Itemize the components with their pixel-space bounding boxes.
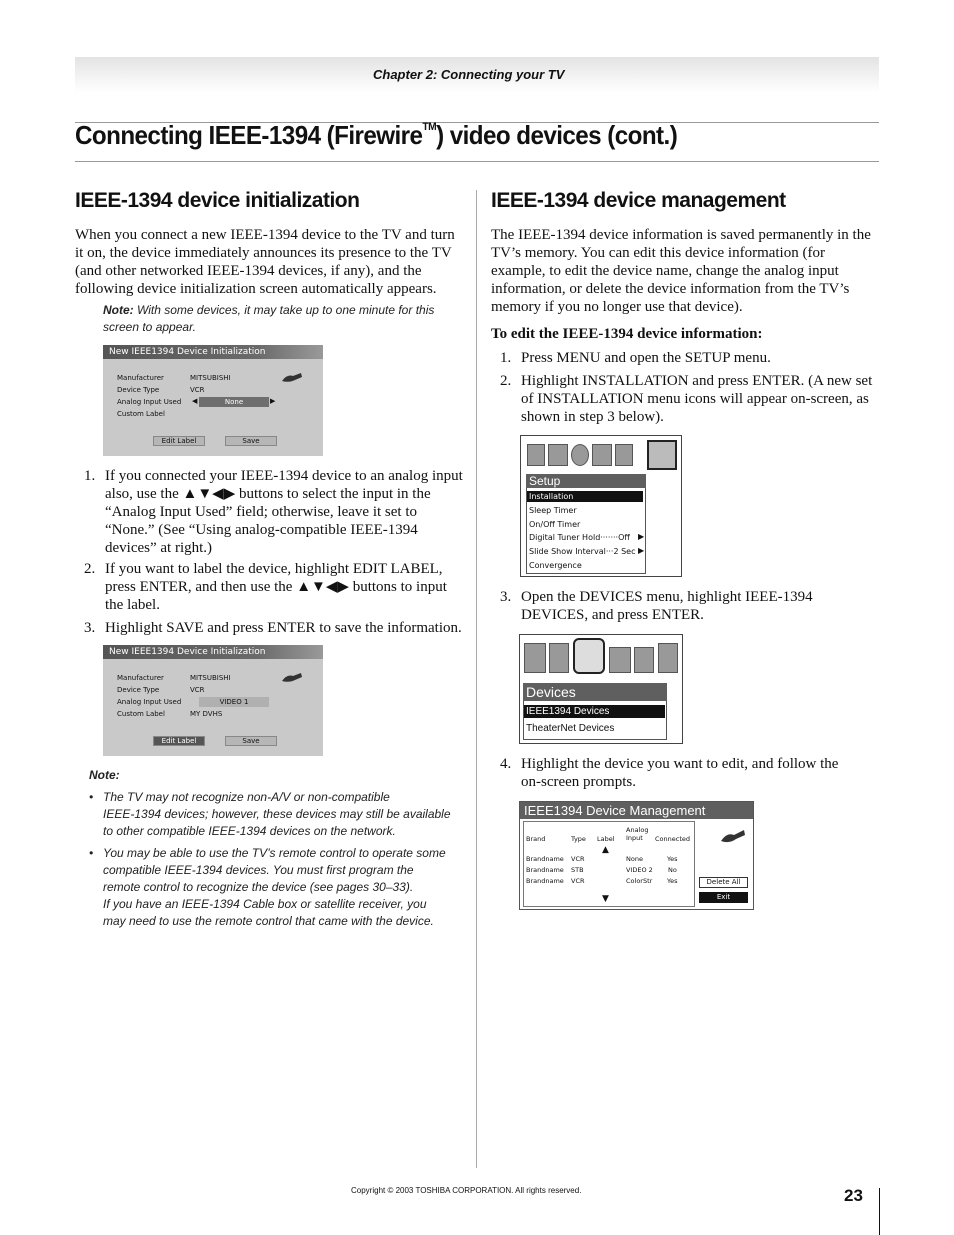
menu-item-convergence[interactable]: Convergence (529, 561, 582, 570)
antenna-icon (609, 647, 631, 673)
menu-item-slide-show-interval[interactable]: Slide Show Interval···2 Sec (529, 547, 636, 556)
field-label: Custom Label (117, 410, 165, 418)
note-wait: Note: With some devices, it may take up to one minute for this screen to appear. (103, 303, 435, 334)
disc-icon (571, 444, 589, 466)
note-heading: Note: (89, 768, 120, 782)
field-value: VCR (190, 686, 205, 694)
cablebox-icon (524, 643, 546, 673)
column-header-brand: Brand (526, 835, 546, 843)
field-value: MITSUBISHI (190, 674, 231, 682)
table-cell: No (668, 866, 677, 874)
init-screen-2 (103, 645, 323, 756)
table-row[interactable]: Brandname (526, 855, 564, 863)
screen-title: New IEEE1394 Device Initialization (103, 345, 323, 359)
column-header-label: Label (597, 835, 615, 843)
init-screen-1 (103, 345, 323, 456)
note-bullet-1: • The TV may not recognize non-A/V or non-compatible IEEE-1394 devices; however, these devices may still be available to other compatible IEEE-1394 devices on the network. (89, 790, 451, 838)
section-heading-management: IEEE-1394 device management (491, 189, 786, 212)
scroll-up-icon[interactable]: ▲ (602, 845, 609, 855)
custom-label-value: MY DVHS (190, 710, 223, 718)
setup-tab-icon[interactable] (647, 440, 677, 470)
management-title: IEEE1394 Device Management (520, 802, 753, 819)
field-value: VCR (190, 386, 205, 394)
right-arrow-icon[interactable]: ▶ (638, 546, 645, 555)
field-label: Manufacturer (117, 374, 164, 382)
column-header-input: Input (626, 834, 643, 842)
column-header-type: Type (571, 835, 586, 843)
table-row[interactable]: Brandname (526, 866, 564, 874)
page-title: Connecting IEEE-1394 (Firewire™) video devices (cont.) (75, 120, 678, 150)
field-label: Custom Label (117, 710, 165, 718)
menu-item-ieee1394-devices[interactable]: IEEE1394 Devices (524, 705, 665, 718)
delete-all-button[interactable]: Delete All (699, 877, 748, 888)
lock-icon (615, 444, 633, 466)
table-cell: VCR (571, 855, 585, 863)
menu-item-sleep-timer[interactable]: Sleep Timer (529, 506, 577, 515)
save-button[interactable]: Save (225, 736, 277, 746)
table-cell: ColorStr (626, 877, 653, 885)
left-arrow-icon[interactable]: ◀ (192, 397, 198, 405)
table-cell: VCR (571, 877, 585, 885)
field-label: Analog Input Used (117, 398, 182, 406)
copyright: Copyright © 2003 TOSHIBA CORPORATION. All rights reserved. (351, 1186, 582, 1195)
edit-label-button[interactable]: Edit Label (153, 736, 205, 746)
trademark: TM (422, 121, 437, 133)
devices-menu-screen (519, 634, 683, 744)
title-bottom-rule (75, 161, 879, 162)
field-label: Manufacturer (117, 674, 164, 682)
table-cell: STB (571, 866, 584, 874)
screen-title: New IEEE1394 Device Initialization (103, 645, 323, 659)
field-label: Device Type (117, 686, 160, 694)
device-list-panel (523, 821, 695, 907)
chapter-header (75, 57, 879, 93)
chapter-label: Chapter 2: Connecting your TV (373, 67, 565, 82)
menu-item-onoff-timer[interactable]: On/Off Timer (529, 520, 581, 529)
menu-item-installation[interactable]: Installation (527, 491, 643, 502)
column-divider (476, 190, 477, 1168)
procedure-subheading: To edit the IEEE-1394 device information: (491, 326, 763, 342)
section-heading-initialization: IEEE-1394 device initialization (75, 189, 360, 212)
menu-item-digital-tuner-hold[interactable]: Digital Tuner Hold·······Off (529, 533, 630, 542)
setup-title: Setup (526, 474, 646, 488)
settings-icon (549, 643, 569, 673)
table-row[interactable]: Brandname (526, 877, 564, 885)
table-cell: Yes (667, 855, 678, 863)
menu-item-theaternet-devices[interactable]: TheaterNet Devices (526, 723, 615, 734)
footer-rule (879, 1188, 880, 1235)
setup-menu-screen (520, 435, 682, 577)
column-header-analog: Analog (626, 826, 649, 834)
devices-title: Devices (523, 683, 667, 701)
right-arrow-icon[interactable]: ▶ (638, 532, 645, 541)
ieee1394-tab-icon[interactable] (573, 638, 605, 674)
firewire-plug-icon (281, 370, 303, 384)
audio-icon (548, 444, 568, 466)
analog-input-select[interactable]: None (199, 397, 269, 407)
right-arrow-icon[interactable]: ▶ (270, 397, 276, 405)
save-button[interactable]: Save (225, 436, 277, 446)
table-cell: None (626, 855, 643, 863)
table-cell: Yes (667, 877, 678, 885)
firewire-plug-icon (720, 827, 746, 845)
note-bullet-2: • You may be able to use the TV’s remote control to operate some compatible IEEE-1394 devices. You must first program the remote control to recognize the device (see pages 30–33). If you have an IEEE-1394 Cable box or satellite receiver, you may need to use the remote control that came with the device. (89, 846, 446, 928)
field-label: Device Type (117, 386, 160, 394)
firewire-plug-icon (281, 670, 303, 684)
field-label: Analog Input Used (117, 698, 182, 706)
devices-icon (658, 643, 678, 673)
page-number: 23 (844, 1186, 863, 1205)
remote-icon (592, 444, 612, 466)
exit-button[interactable]: Exit (699, 892, 748, 903)
scroll-down-icon[interactable]: ▼ (602, 894, 609, 904)
picture-icon (527, 444, 545, 466)
column-header-connected: Connected (655, 835, 691, 843)
clock-icon (634, 647, 654, 673)
intro-paragraph: When you connect a new IEEE-1394 device to the TV and turn it on, the device immediately announces its presence to the TV (and other networked IEEE-1394 devices, if any), and the following device initialization screen automatically appears. (75, 227, 455, 297)
analog-input-select[interactable]: VIDEO 1 (199, 697, 269, 707)
table-cell: VIDEO 2 (626, 866, 653, 874)
field-value: MITSUBISHI (190, 374, 231, 382)
management-intro: The IEEE-1394 device information is saved permanently in the TV’s memory. You can edit this device information (for example, to edit the device name, change the analog input information, or delete the device information from the TV’s memory if you no longer use that device). (491, 227, 871, 315)
edit-label-button[interactable]: Edit Label (153, 436, 205, 446)
device-management-screen (519, 801, 754, 910)
